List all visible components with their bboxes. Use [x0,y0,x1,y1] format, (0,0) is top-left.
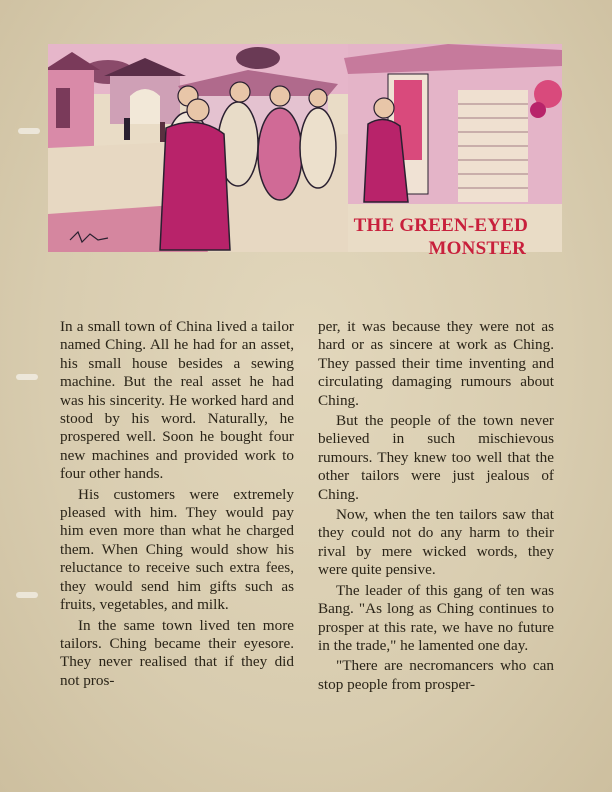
paragraph: per, it was because they were not as hard or as sincere at work as Ching. They passed their time inventing and circulating damaging rumours about Ching. [318,318,554,409]
page-smudge [16,592,38,598]
story-title-line-1: THE GREEN-EYED [353,215,528,236]
page-smudge [18,128,40,134]
story-title-line-2: MONSTER [428,238,526,259]
paragraph: His customers were extremely pleased with him. They would pay him even more than what he charged them. When Ching would show his reluctance to receive such extra fees, they would send him gifts such as fruits, vegetables, and milk. [60,485,294,614]
paragraph: In the same town lived ten more tailors. Ching became their eyesore. They never realised that if they did not pros- [60,616,294,689]
right-text-column [318,318,554,694]
page-smudge [16,374,38,380]
paragraph: The leader of this gang of ten was Bang. "As long as Ching continues to prosper at this rate, we have no future in the trade," he lamented one day. [318,581,554,654]
left-text-column [60,318,294,690]
paragraph: In a small town of China lived a tailor named Ching. All he had for an asset, his small house besides a sewing machine. But the real asset he had was his sincerity. He worked hard and stood by his word. Naturally, he prospered well. Soon he bought four new machines and provided work to four other hands. [60,318,294,483]
paragraph: Now, when the ten tailors saw that they could not do any harm to their rival by mere wicked words, they were quite pensive. [318,506,554,579]
paragraph: "There are necromancers who can stop people from prosper- [318,657,554,693]
story-title [318,214,528,260]
paragraph: But the people of the town never believed in such mischievous rumours. They knew too well that the other tailors were just jealous of Ching. [318,412,554,503]
